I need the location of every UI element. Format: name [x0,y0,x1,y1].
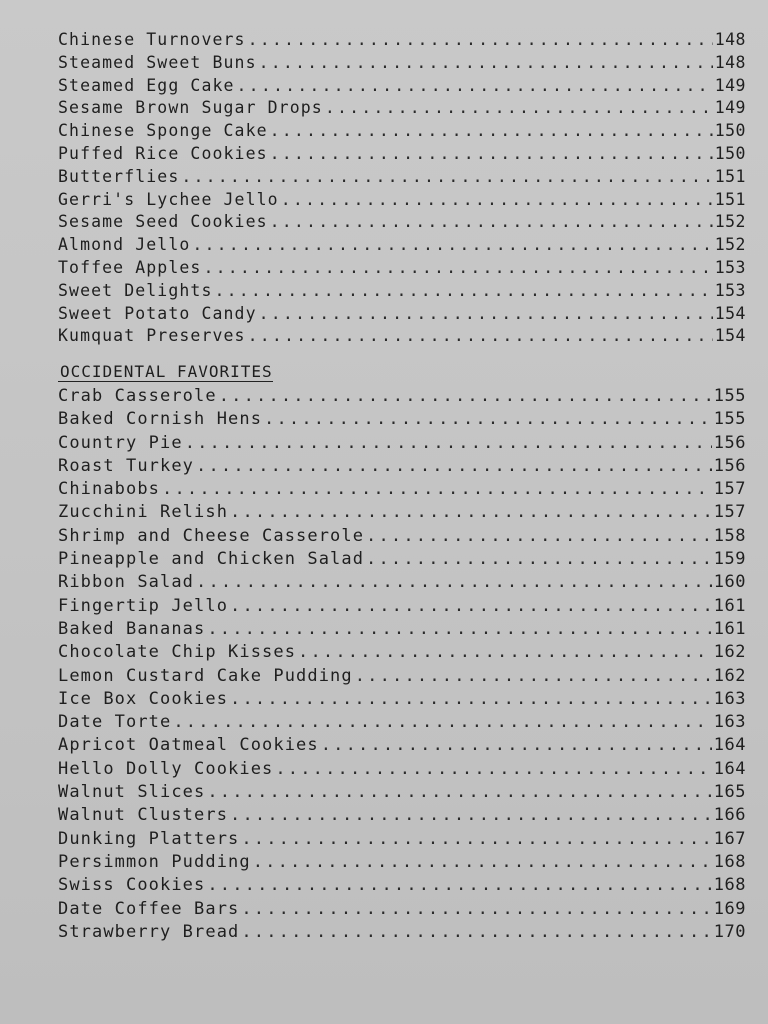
dot-leader [259,304,713,323]
recipe-title: Dunking Platters [58,828,240,849]
recipe-title: Toffee Apples [58,257,202,277]
recipe-title: Zucchini Relish [58,502,229,523]
dot-leader [207,782,711,802]
recipe-title: Fingertip Jello [58,595,229,616]
dot-leader [281,190,713,209]
page-number: 163 [713,712,746,733]
dot-leader [230,502,712,522]
dot-leader [321,735,712,755]
index-entry [58,167,746,190]
recipe-title: Ribbon Salad [58,572,195,593]
index-entry [58,712,746,735]
dot-leader [196,572,712,592]
index-entry [58,666,746,689]
index-entry [58,759,746,782]
dot-leader [366,549,712,569]
index-entry [58,235,746,258]
page-number: 158 [713,525,746,546]
recipe-title: Date Torte [58,712,172,733]
index-entry [58,642,746,665]
page-number: 159 [713,549,746,570]
index-entry [58,76,746,99]
dot-leader [181,167,712,186]
dot-leader [248,326,713,345]
index-entry [58,689,746,712]
index-entry [58,53,746,76]
recipe-title: Sesame Brown Sugar Drops [58,98,323,118]
index-entry [58,98,746,121]
page-number: 149 [714,98,746,118]
index-section-continued [58,30,746,349]
index-entry [58,596,746,619]
recipe-title: Pineapple and Chicken Salad [58,549,365,570]
dot-leader [253,852,712,872]
index-entry [58,572,746,595]
page-number: 151 [714,189,746,209]
page-number: 167 [713,828,746,849]
index-entry [58,258,746,281]
dot-leader [241,922,711,942]
recipe-title: Crab Casserole [58,386,217,406]
dot-leader [248,30,713,49]
recipe-title: Sweet Potato Candy [58,303,257,323]
recipe-title: Sesame Seed Cookies [58,212,268,232]
dot-leader [207,875,711,895]
index-entry [58,829,746,852]
recipe-title: Ice Box Cookies [58,688,229,709]
dot-leader [366,526,712,546]
recipe-title: Almond Jello [58,235,191,255]
index-entry [58,386,746,409]
index-entry [58,875,746,898]
recipe-title: Kumquat Preserves [58,326,246,346]
page-number: 148 [714,52,746,72]
dot-leader [192,235,712,254]
page-number: 164 [713,735,746,756]
recipe-title: Hello Dolly Cookies [58,758,274,779]
page-number: 157 [713,479,746,500]
page-number: 151 [714,166,746,186]
page-number: 154 [714,303,746,323]
dot-leader [259,53,713,72]
recipe-title: Chinese Sponge Cake [58,121,268,141]
index-entry [58,735,746,758]
recipe-title: Swiss Cookies [58,875,206,896]
page-number: 150 [714,121,746,141]
dot-leader [230,805,712,825]
page-number: 155 [713,409,746,430]
dot-leader [241,899,711,919]
index-entry [58,526,746,549]
recipe-title: Strawberry Bread [58,921,240,942]
dot-leader [173,712,711,732]
recipe-title: Walnut Slices [58,782,206,803]
recipe-title: Sweet Delights [58,280,213,300]
recipe-title: Puffed Rice Cookies [58,143,268,163]
dot-leader [270,144,713,163]
section-heading: OCCIDENTAL FAVORITES [60,362,273,381]
page-number: 153 [714,257,746,277]
index-entry [58,805,746,828]
page-number: 161 [713,595,746,616]
index-entry [58,782,746,805]
index-entry [58,852,746,875]
dot-leader [230,689,712,709]
page-number: 148 [714,30,746,49]
index-entry [58,212,746,235]
page-number: 152 [714,212,746,232]
dot-leader [185,433,712,453]
page-number: 160 [713,572,746,593]
index-section-occidental-favorites [58,362,746,945]
dot-leader [241,829,711,849]
recipe-title: Shrimp and Cheese Casserole [58,525,365,546]
index-entry [58,121,746,144]
index-list [58,30,746,349]
recipe-title: Steamed Egg Cake [58,75,235,95]
dot-leader [196,456,712,476]
page-number: 156 [713,432,746,453]
dot-leader [355,666,712,686]
dot-leader [325,98,713,117]
recipe-title: Lemon Custard Cake Pudding [58,665,353,686]
page-number: 170 [713,921,746,942]
index-entry [58,304,746,327]
index-entry [58,433,746,456]
dot-leader [162,479,712,499]
recipe-title: Chocolate Chip Kisses [58,642,297,663]
recipe-title: Walnut Clusters [58,805,229,826]
index-entry [58,326,746,349]
page-number: 150 [714,143,746,163]
recipe-title: Butterflies [58,166,180,186]
dot-leader [270,212,713,231]
index-entry [58,409,746,432]
recipe-title: Country Pie [58,432,183,453]
recipe-title: Date Coffee Bars [58,898,240,919]
index-entry [58,190,746,213]
recipe-title: Baked Cornish Hens [58,409,263,430]
page-number: 154 [714,326,746,346]
index-entry [58,899,746,922]
page-number: 156 [713,455,746,476]
page-number: 152 [714,235,746,255]
page-number: 168 [713,851,746,872]
index-list [58,386,746,945]
dot-leader [230,596,712,616]
page-number: 162 [713,665,746,686]
page-number: 162 [713,642,746,663]
index-entry [58,502,746,525]
page-number: 165 [713,782,746,803]
recipe-title: Chinese Turnovers [58,30,246,49]
recipe-title: Chinabobs [58,479,161,500]
dot-leader [219,386,712,406]
index-entry [58,479,746,502]
index-entry [58,619,746,642]
index-entry [58,30,746,53]
page-number: 161 [713,618,746,639]
dot-leader [237,76,713,95]
page-number: 169 [713,898,746,919]
recipe-title: Gerri's Lychee Jello [58,189,279,209]
recipe-title: Apricot Oatmeal Cookies [58,735,319,756]
page-number: 163 [713,688,746,709]
index-entry [58,456,746,479]
dot-leader [270,121,713,140]
page-number: 164 [713,758,746,779]
page-number: 155 [713,386,746,406]
page-number: 153 [714,280,746,300]
recipe-title: Baked Bananas [58,618,206,639]
index-entry [58,922,746,945]
recipe-title: Steamed Sweet Buns [58,52,257,72]
dot-leader [207,619,711,639]
dot-leader [298,642,712,662]
index-entry [58,144,746,167]
recipe-title: Roast Turkey [58,455,195,476]
page-number: 149 [714,75,746,95]
recipe-title: Persimmon Pudding [58,851,251,872]
page-number: 168 [713,875,746,896]
dot-leader [203,258,712,277]
index-entry [58,549,746,572]
dot-leader [264,409,712,429]
page-number: 166 [713,805,746,826]
index-entry [58,281,746,304]
dot-leader [214,281,712,300]
dot-leader [275,759,711,779]
page-number: 157 [713,502,746,523]
